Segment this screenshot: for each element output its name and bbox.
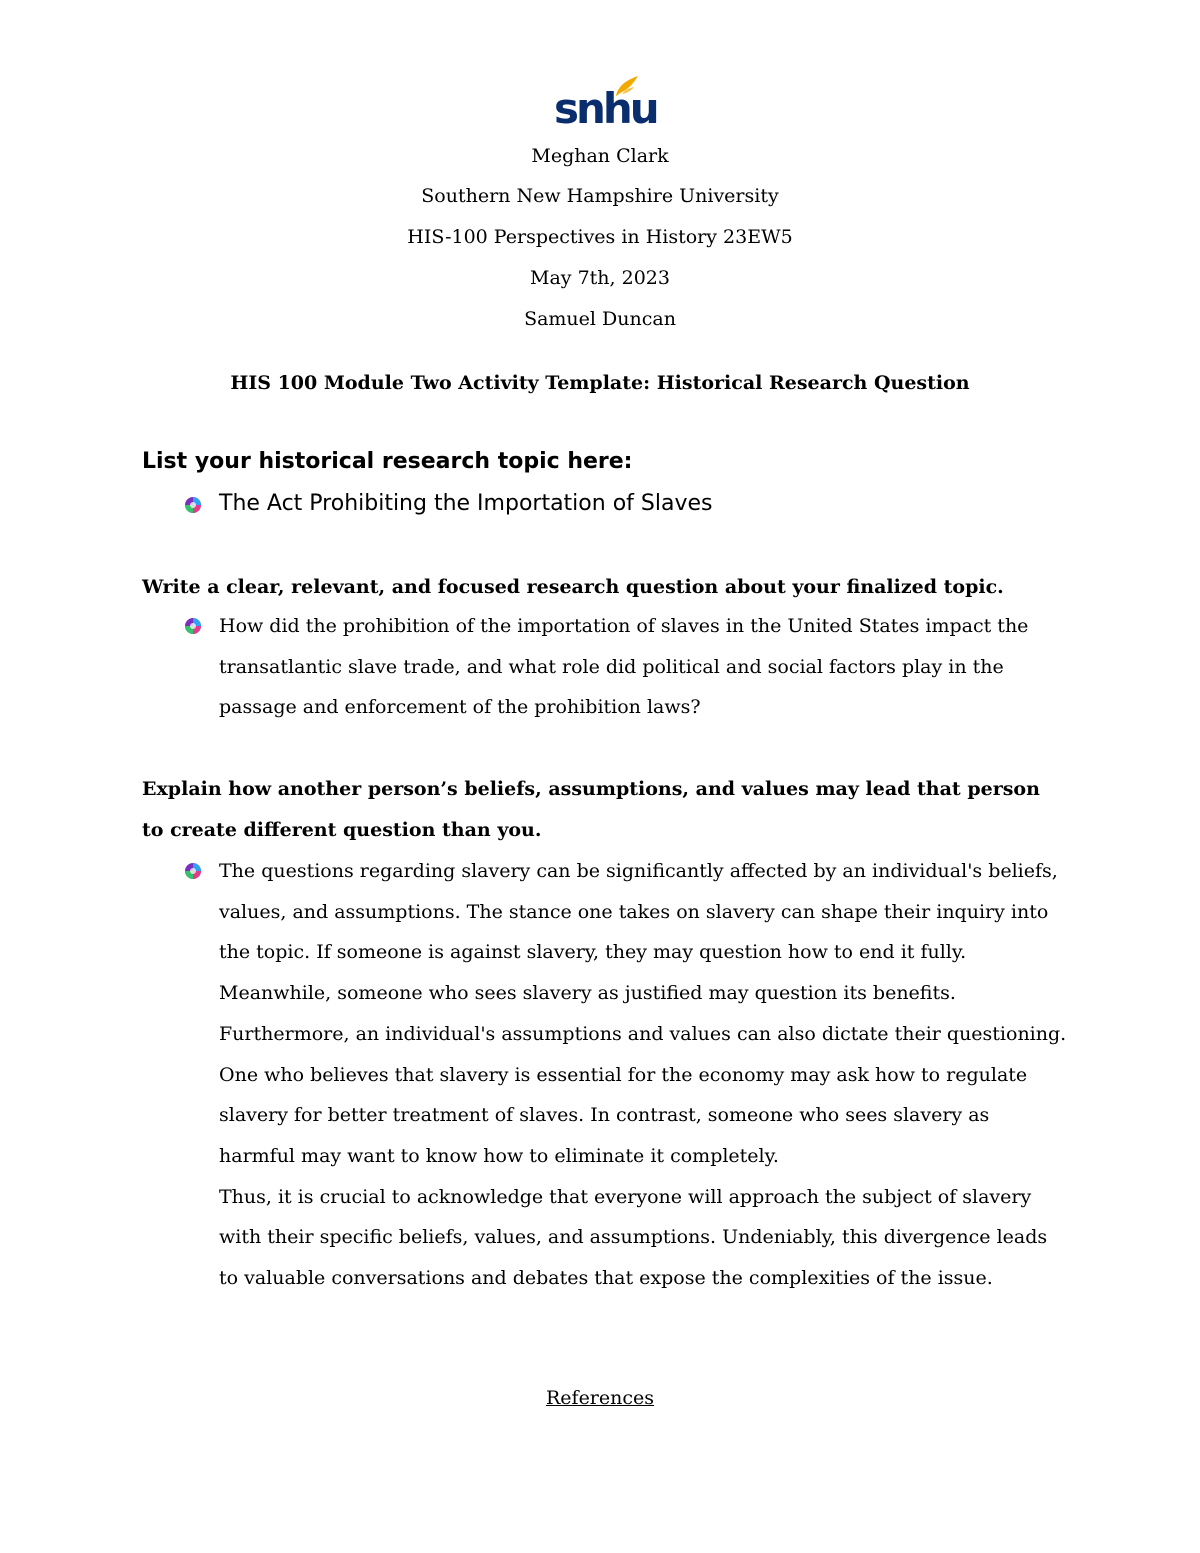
research-question-text: [219, 606, 1069, 728]
institution-name: Southern New Hampshire University: [421, 185, 779, 207]
multicolor-orb-bullet-icon: [184, 617, 202, 635]
topic-bullet-text: The Act Prohibiting the Importation of Slaves: [219, 491, 713, 516]
question-heading: Write a clear, relevant, and focused research question about your finalized topic.: [142, 576, 1004, 598]
research-question-paragraph: How did the prohibition of the importation of slaves in the United States impact the transatlantic slave trade, and what role did political and social factors play in the passage and enforcement of the prohibition laws?: [219, 615, 1029, 719]
course-name: HIS-100 Perspectives in History 23EW5: [407, 226, 793, 248]
explanation-paragraph: Thus, it is crucial to acknowledge that everyone will approach the subject of slavery with their specific beliefs, values, and assumptions. Undeniably, this divergence leads to valuable conversations and debates that expose the complexities of the issue.: [219, 1185, 1048, 1290]
submission-date: May 7th, 2023: [530, 267, 670, 289]
logo-wordmark: snhu: [554, 84, 657, 133]
references-heading: References: [545, 1387, 655, 1409]
snhu-logo: [554, 74, 657, 133]
document-title: HIS 100 Module Two Activity Template: Historical Research Question: [230, 372, 970, 394]
multicolor-orb-bullet-icon: [184, 496, 202, 514]
explanation-paragraph: The questions regarding slavery can be significantly affected by an individual's beliefs, values, and assumptions. The stance one takes on slavery can shape their inquiry into the topic. If someone is against slavery, they may question how to end it fully. Meanwhile, someone who sees slavery as justified may question its benefits.: [219, 860, 1058, 1005]
explanation-text: [219, 851, 1069, 1299]
explanation-paragraph: Furthermore, an individual's assumptions and values can also dictate their questioning. One who believes that slavery is essential for the economy may ask how to regulate slavery for better treatment of slaves. In contrast, someone who sees slavery as harmful may want to know how to eliminate it completely.: [219, 1022, 1067, 1167]
explain-heading: Explain how another person’s beliefs, assumptions, and values may lead that person to create different question than you.: [142, 778, 1040, 841]
topic-heading: List your historical research topic here:: [142, 449, 633, 474]
author-name: Meghan Clark: [531, 145, 669, 167]
instructor-name: Samuel Duncan: [524, 308, 676, 330]
multicolor-orb-bullet-icon: [184, 862, 202, 880]
